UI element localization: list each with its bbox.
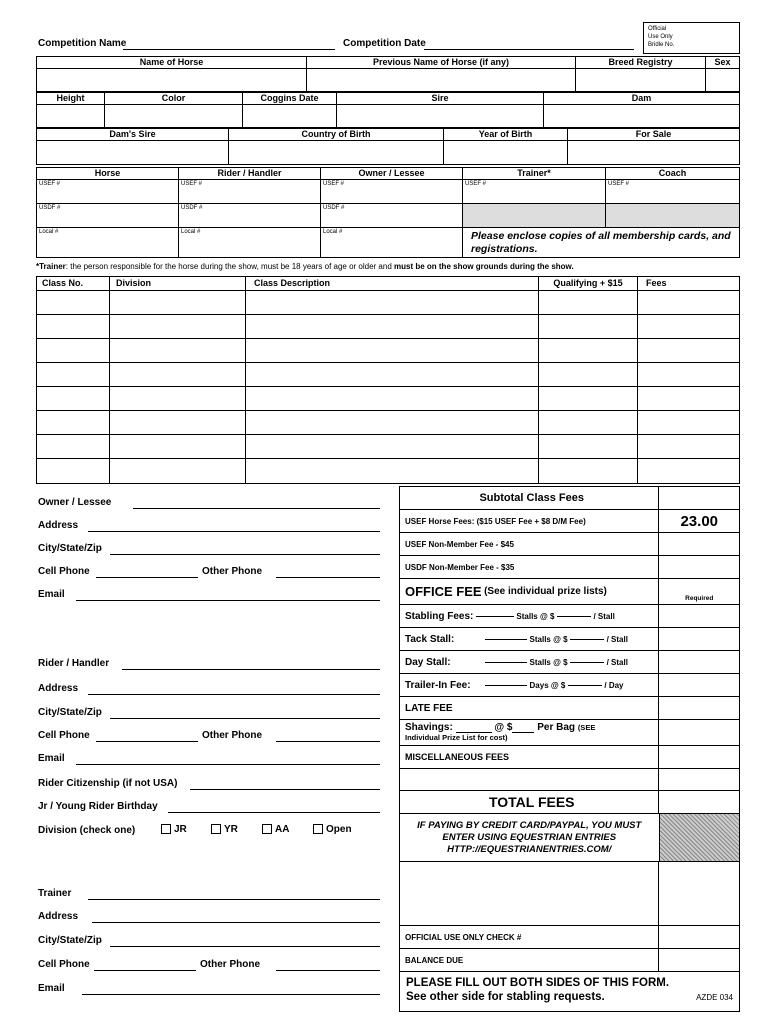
- coach-usdf-shaded: [606, 204, 739, 227]
- rider-email-field[interactable]: [76, 764, 380, 765]
- trainer-cell-field[interactable]: [94, 970, 196, 971]
- office-fee-big: OFFICE FEE: [405, 584, 482, 599]
- horse-local[interactable]: Local #: [37, 228, 179, 257]
- stabling-row: [399, 605, 740, 628]
- rider-title: Rider / Handler: [38, 658, 110, 669]
- form-code: AZDE 034: [696, 993, 733, 1002]
- trailer-label-cell: [400, 674, 659, 696]
- class-rows: [37, 291, 739, 483]
- misc-row: [399, 746, 740, 769]
- sire-field[interactable]: [337, 105, 544, 127]
- dams-sire-field[interactable]: [37, 141, 229, 164]
- usef-nonmember-label: USEF Non-Member Fee - $45: [400, 533, 659, 555]
- dams-sire-header: Dam's Sire: [37, 129, 229, 140]
- fees-cell[interactable]: [638, 387, 739, 410]
- day-label: Day Stall:: [405, 656, 451, 668]
- trailer-price[interactable]: [568, 685, 602, 686]
- division-cell[interactable]: [110, 387, 246, 410]
- trainer-address-label: Address: [38, 911, 79, 922]
- class-table: [36, 276, 740, 484]
- class-description-cell[interactable]: [246, 459, 539, 483]
- year-of-birth-header: Year of Birth: [444, 129, 568, 140]
- division-cell[interactable]: [110, 435, 246, 458]
- shavings-see: (SEE: [577, 722, 596, 732]
- subtotal-value[interactable]: [659, 486, 739, 509]
- sex-field[interactable]: [706, 69, 739, 91]
- trainer-title: Trainer: [38, 888, 72, 899]
- usef-nonmember-value[interactable]: [659, 533, 739, 555]
- previous-name-field[interactable]: [307, 69, 576, 91]
- day-value[interactable]: [659, 651, 739, 673]
- qualifying-cell[interactable]: [539, 315, 638, 338]
- rider-birthday-label: Jr / Young Rider Birthday: [38, 801, 158, 812]
- shavings-price[interactable]: [512, 732, 534, 733]
- usef-horse-label: USEF Horse Fees: ($15 USEF Fee + $8 D/M Fee): [400, 510, 659, 532]
- horse-row1-fields: [36, 69, 740, 92]
- rider-usdf[interactable]: USDF #: [179, 204, 321, 227]
- class-row: [37, 435, 739, 459]
- owner-city-field[interactable]: [110, 554, 380, 555]
- rider-cell-label: Cell Phone: [38, 730, 90, 741]
- class-no-cell[interactable]: [37, 339, 110, 362]
- rider-city-label: City/State/Zip: [38, 707, 102, 718]
- usef-row: [36, 180, 740, 204]
- usef-nonmember-row: [399, 533, 740, 556]
- tack-per: / Stall: [606, 634, 628, 644]
- office-fee-row: [399, 579, 740, 605]
- tack-at: Stalls @ $: [529, 634, 568, 644]
- horse-row2-fields: [36, 105, 740, 128]
- shavings-sub: Individual Prize List for cost): [405, 732, 508, 742]
- late-fee-value[interactable]: [659, 697, 739, 719]
- trailer-row: [399, 674, 740, 697]
- day-per: / Stall: [606, 657, 628, 667]
- class-row: [37, 459, 739, 483]
- office-fee-label: [400, 579, 659, 604]
- class-row: [37, 363, 739, 387]
- fees-cell[interactable]: [638, 411, 739, 434]
- rider-usef[interactable]: USEF #: [179, 180, 321, 203]
- for-sale-header: For Sale: [568, 129, 739, 140]
- owner-other-label: Other Phone: [202, 566, 263, 577]
- misc-blank[interactable]: [400, 769, 659, 790]
- tack-price[interactable]: [570, 639, 604, 640]
- fees-cell[interactable]: [638, 315, 739, 338]
- trainer-note: [36, 262, 574, 271]
- rider-birthday-field[interactable]: [168, 812, 380, 813]
- class-description-cell[interactable]: [246, 363, 539, 386]
- rider-other-field[interactable]: [276, 741, 380, 742]
- name-of-horse-header: Name of Horse: [37, 57, 307, 68]
- coggins-date-header: Coggins Date: [243, 93, 337, 104]
- class-description-cell[interactable]: [246, 435, 539, 458]
- fees-cell[interactable]: [638, 435, 739, 458]
- owner-address-label: Address: [38, 520, 79, 531]
- tack-row: [399, 628, 740, 651]
- trainer-address-field[interactable]: [92, 922, 380, 923]
- horse-row1-header: [36, 56, 740, 69]
- tack-count[interactable]: [485, 639, 527, 640]
- trailer-count[interactable]: [485, 685, 527, 686]
- qualifying-cell[interactable]: [539, 435, 638, 458]
- class-no-cell[interactable]: [37, 315, 110, 338]
- trainer-other-field[interactable]: [276, 970, 380, 971]
- trainer-city-label: City/State/Zip: [38, 935, 102, 946]
- day-stall-row: [399, 651, 740, 674]
- jr-label: JR: [174, 824, 187, 835]
- tack-value[interactable]: [659, 628, 739, 650]
- local-row: [36, 228, 740, 258]
- qualifying-cell[interactable]: [539, 459, 638, 483]
- fees-cell[interactable]: [638, 363, 739, 386]
- class-description-cell[interactable]: [246, 387, 539, 410]
- late-fee-row: [399, 697, 740, 720]
- owner-usef[interactable]: USEF #: [321, 180, 463, 203]
- class-row: [37, 291, 739, 315]
- day-at: Stalls @ $: [529, 657, 568, 667]
- competition-name-field[interactable]: [123, 49, 335, 50]
- trainer-city-field[interactable]: [110, 946, 380, 947]
- owner-email-field[interactable]: [76, 600, 380, 601]
- day-price[interactable]: [570, 662, 604, 663]
- credit-note: IF PAYING BY CREDIT CARD/PAYPAL, YOU MUST ENTER USING EQUESTRIAN ENTRIES HTTP://EQUESTRIANENTRIES.COM/: [400, 814, 660, 861]
- class-row: [37, 411, 739, 435]
- class-no-cell[interactable]: [37, 411, 110, 434]
- owner-field[interactable]: [133, 508, 380, 509]
- official-use-box: [643, 22, 740, 54]
- stabling-value[interactable]: [659, 605, 739, 627]
- class-no-cell[interactable]: [37, 387, 110, 410]
- rider-address-field[interactable]: [88, 694, 380, 695]
- sex-header: Sex: [706, 57, 739, 68]
- division-open[interactable]: [313, 824, 352, 835]
- division-cell[interactable]: [110, 411, 246, 434]
- credit-hatch: [660, 814, 740, 861]
- usdf-nonmember-value[interactable]: [659, 556, 739, 578]
- class-no-cell[interactable]: [37, 291, 110, 314]
- tack-label: Tack Stall:: [405, 633, 455, 645]
- division-cell[interactable]: [110, 339, 246, 362]
- class-row: [37, 387, 739, 411]
- coach-col-header: Coach: [606, 168, 739, 179]
- subtotal-row: [399, 486, 740, 510]
- stabling-label: Stabling Fees:: [405, 610, 474, 622]
- class-no-cell[interactable]: [37, 459, 110, 483]
- trainer-other-label: Other Phone: [200, 959, 261, 970]
- aa-checkbox[interactable]: [262, 824, 272, 834]
- see-other-side: See other side for stabling requests.: [406, 991, 605, 1003]
- fill-both-sides: PLEASE FILL OUT BOTH SIDES OF THIS FORM.: [406, 977, 670, 989]
- shavings-value[interactable]: [659, 720, 739, 745]
- rider-cell-field[interactable]: [96, 741, 198, 742]
- official-check-value[interactable]: [659, 926, 739, 948]
- rider-local[interactable]: Local #: [179, 228, 321, 257]
- rider-field[interactable]: [122, 669, 380, 670]
- balance-due-row: [399, 949, 740, 972]
- horse-usef[interactable]: USEF #: [37, 180, 179, 203]
- footer-box: [399, 972, 740, 1012]
- rider-citizenship-label: Rider Citizenship (if not USA): [38, 778, 178, 789]
- year-of-birth-field[interactable]: [444, 141, 568, 164]
- sire-header: Sire: [337, 93, 544, 104]
- usef-horse-row: [399, 510, 740, 533]
- official-line: Official: [648, 26, 667, 32]
- owner-email-label: Email: [38, 589, 65, 600]
- qualifying-cell[interactable]: [539, 291, 638, 314]
- misc-blank-value[interactable]: [659, 769, 739, 790]
- stabling-price[interactable]: [557, 616, 591, 617]
- misc-blank-row: [399, 769, 740, 791]
- division-cell[interactable]: [110, 315, 246, 338]
- enclose-note: Please enclose copies of all membership cards, and registrations.: [471, 230, 731, 255]
- qualifying-cell[interactable]: [539, 339, 638, 362]
- coach-usef[interactable]: USEF #: [608, 181, 630, 187]
- shavings-row: [399, 720, 740, 746]
- division-cell[interactable]: [110, 459, 246, 483]
- qualifying-cell[interactable]: [539, 363, 638, 386]
- trailer-at: Days @ $: [529, 680, 566, 690]
- breed-registry-header: Breed Registry: [576, 57, 706, 68]
- owner-cell-field[interactable]: [96, 577, 198, 578]
- jr-checkbox[interactable]: [161, 824, 171, 834]
- trainer-usdf-shaded: [463, 204, 606, 227]
- owner-other-field[interactable]: [276, 577, 380, 578]
- day-label-cell: [400, 651, 659, 673]
- trainer-email-field[interactable]: [82, 994, 380, 995]
- horse-usdf[interactable]: USDF #: [37, 204, 179, 227]
- owner-local[interactable]: Local #: [321, 228, 463, 257]
- division-aa[interactable]: [262, 824, 289, 835]
- country-of-birth-field[interactable]: [229, 141, 444, 164]
- aa-label: AA: [275, 824, 290, 835]
- owner-title: Owner / Lessee: [38, 497, 112, 508]
- bridle-no-line: Bridle No.: [648, 42, 675, 48]
- misc-label: MISCELLANEOUS FEES: [400, 746, 659, 768]
- open-label: Open: [326, 824, 352, 835]
- class-description-cell[interactable]: [246, 411, 539, 434]
- qualifying-header: Qualifying + $15: [539, 277, 638, 290]
- rider-email-label: Email: [38, 753, 65, 764]
- division-cell[interactable]: [110, 291, 246, 314]
- trainer-note-prefix: *Trainer: [36, 262, 66, 271]
- open-checkbox[interactable]: [313, 824, 323, 834]
- usef-horse-value[interactable]: 23.00: [680, 512, 719, 530]
- class-description-header: Class Description: [246, 277, 539, 290]
- name-of-horse-field[interactable]: [37, 69, 307, 91]
- blank-large: [400, 862, 659, 925]
- trainer-col-header: Trainer*: [463, 168, 606, 179]
- late-fee-label: LATE FEE: [400, 697, 659, 719]
- class-description-cell[interactable]: [246, 315, 539, 338]
- subtotal-label: Subtotal Class Fees: [400, 486, 659, 509]
- owner-city-label: City/State/Zip: [38, 543, 102, 554]
- trainer-note-bold: must be on the show grounds during the show.: [394, 262, 574, 271]
- membership-header: [36, 167, 740, 180]
- blank-large-row: [399, 862, 740, 926]
- height-header: Height: [37, 93, 105, 104]
- day-count[interactable]: [485, 662, 527, 663]
- official-check-label: OFFICIAL USE ONLY CHECK #: [400, 926, 659, 948]
- rider-citizenship-field[interactable]: [190, 789, 380, 790]
- trailer-value[interactable]: [659, 674, 739, 696]
- trailer-per: / Day: [604, 680, 624, 690]
- dam-header: Dam: [544, 93, 739, 104]
- competition-date-field[interactable]: [424, 49, 634, 50]
- yr-checkbox[interactable]: [211, 824, 221, 834]
- country-of-birth-header: Country of Birth: [229, 129, 444, 140]
- class-table-header: [37, 277, 739, 291]
- horse-col-header: Horse: [37, 168, 179, 179]
- fees-cell[interactable]: [638, 459, 739, 483]
- division-yr[interactable]: [211, 824, 238, 835]
- trainer-field[interactable]: [88, 899, 380, 900]
- fees-header: Fees: [646, 278, 667, 288]
- trailer-label: Trailer-In Fee:: [405, 679, 471, 691]
- horse-row3-header: [36, 128, 740, 141]
- total-label: TOTAL FEES: [400, 791, 659, 813]
- coggins-date-field[interactable]: [243, 105, 337, 127]
- official-check-row: [399, 926, 740, 949]
- owner-cell-label: Cell Phone: [38, 566, 90, 577]
- owner-col-header: Owner / Lessee: [321, 168, 463, 179]
- for-sale-field[interactable]: [568, 141, 739, 164]
- trainer-note-text: : the person responsible for the horse during the show, must be 18 years of age or older and: [65, 262, 394, 271]
- qualifying-cell[interactable]: [539, 411, 638, 434]
- shavings-label-cell: [400, 720, 659, 745]
- owner-address-field[interactable]: [88, 531, 380, 532]
- office-fee-small: (See individual prize lists): [484, 586, 607, 597]
- total-value[interactable]: [659, 791, 739, 813]
- stabling-per: / Stall: [593, 611, 615, 621]
- color-field[interactable]: [105, 105, 243, 127]
- misc-value[interactable]: [659, 746, 739, 768]
- fees-cell[interactable]: [638, 339, 739, 362]
- rider-address-label: Address: [38, 683, 79, 694]
- class-no-cell[interactable]: [37, 363, 110, 386]
- use-only-line: Use Only: [648, 34, 673, 40]
- class-description-cell[interactable]: [246, 291, 539, 314]
- class-no-header: Class No.: [37, 277, 110, 290]
- credit-row: [399, 814, 740, 862]
- tack-label-cell: [400, 628, 659, 650]
- horse-row3-fields: [36, 141, 740, 165]
- blank-large-value: [659, 862, 739, 925]
- qualifying-cell[interactable]: [539, 387, 638, 410]
- division-jr[interactable]: [161, 824, 187, 835]
- division-cell[interactable]: [110, 363, 246, 386]
- shavings-label: Shavings:: [405, 721, 453, 733]
- fees-cell[interactable]: [638, 291, 739, 314]
- rider-other-label: Other Phone: [202, 730, 263, 741]
- shavings-per: Per Bag: [537, 721, 576, 733]
- rider-col-header: Rider / Handler: [179, 168, 321, 179]
- owner-usdf[interactable]: USDF #: [321, 204, 463, 227]
- trainer-cell-label: Cell Phone: [38, 959, 90, 970]
- class-row: [37, 315, 739, 339]
- yr-label: YR: [224, 824, 238, 835]
- color-header: Color: [105, 93, 243, 104]
- class-description-cell[interactable]: [246, 339, 539, 362]
- usdf-nonmember-row: [399, 556, 740, 579]
- stabling-label-cell: [400, 605, 659, 627]
- shavings-at: @ $: [494, 721, 513, 733]
- breed-registry-field[interactable]: [576, 69, 706, 91]
- class-row: [37, 339, 739, 363]
- dam-field[interactable]: [544, 105, 739, 127]
- trainer-email-label: Email: [38, 983, 65, 994]
- balance-due-label: BALANCE DUE: [400, 949, 659, 971]
- total-row: [399, 791, 740, 814]
- division-header: Division: [110, 277, 246, 290]
- usdf-nonmember-label: USDF Non-Member Fee - $35: [400, 556, 659, 578]
- usdf-row: [36, 204, 740, 228]
- previous-name-header: Previous Name of Horse (if any): [307, 57, 576, 68]
- class-no-cell[interactable]: [37, 435, 110, 458]
- trainer-usef[interactable]: USEF #: [463, 180, 606, 203]
- rider-city-field[interactable]: [110, 718, 380, 719]
- competition-name-label: Competition Name: [38, 38, 127, 49]
- office-required: Required: [685, 595, 714, 602]
- stabling-count[interactable]: [476, 616, 514, 617]
- balance-due-value[interactable]: [659, 949, 739, 971]
- stabling-at: Stalls @ $: [516, 611, 555, 621]
- division-check-label: Division (check one): [38, 825, 136, 836]
- competition-date-label: Competition Date: [343, 38, 426, 49]
- horse-row2-header: [36, 92, 740, 105]
- height-field[interactable]: [37, 105, 105, 127]
